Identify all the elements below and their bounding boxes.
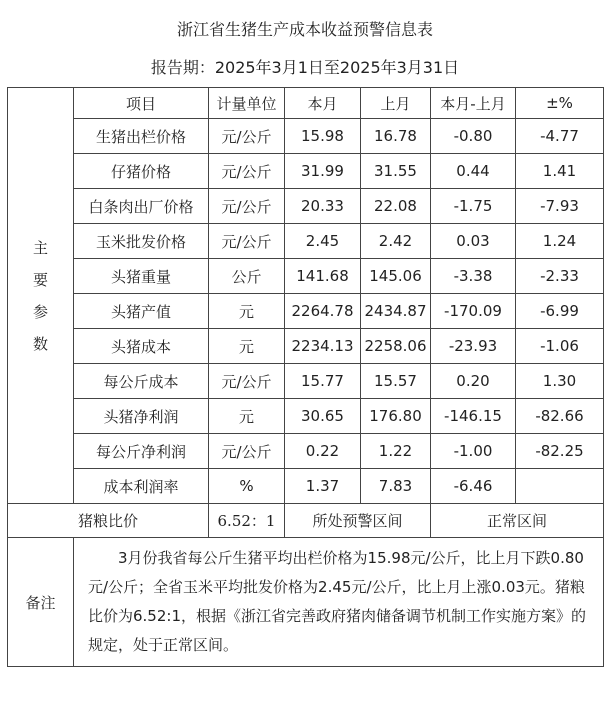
- table-row: [8, 434, 604, 469]
- row-unit: 元/公斤: [209, 434, 285, 469]
- category-char: 数: [32, 334, 48, 353]
- note-row: [8, 538, 604, 667]
- row-item: 玉米批发价格: [74, 224, 209, 259]
- row-current: 15.77: [285, 364, 361, 399]
- row-item: 成本利润率: [74, 469, 209, 504]
- header-row: [8, 88, 604, 119]
- row-previous: 1.22: [361, 434, 431, 469]
- table-body: [8, 88, 604, 667]
- row-item: 仔猪价格: [74, 154, 209, 189]
- row-current: 31.99: [285, 154, 361, 189]
- header-current: 本月: [285, 88, 361, 119]
- ratio-value: 6.52：1: [209, 504, 285, 538]
- row-unit: %: [209, 469, 285, 504]
- row-unit: 元: [209, 399, 285, 434]
- row-pct: 1.41: [516, 154, 604, 189]
- row-diff: -3.38: [431, 259, 516, 294]
- row-current: 2.45: [285, 224, 361, 259]
- row-current: 15.98: [285, 119, 361, 154]
- row-unit: 公斤: [209, 259, 285, 294]
- row-unit: 元/公斤: [209, 224, 285, 259]
- row-item: 头猪成本: [74, 329, 209, 364]
- row-pct: -7.93: [516, 189, 604, 224]
- row-item: 每公斤净利润: [74, 434, 209, 469]
- row-previous: 2434.87: [361, 294, 431, 329]
- row-diff: -170.09: [431, 294, 516, 329]
- row-pct: -6.99: [516, 294, 604, 329]
- table-row: [8, 119, 604, 154]
- row-item: 头猪净利润: [74, 399, 209, 434]
- row-current: 2234.13: [285, 329, 361, 364]
- row-previous: 22.08: [361, 189, 431, 224]
- row-pct: -1.06: [516, 329, 604, 364]
- row-previous: 7.83: [361, 469, 431, 504]
- row-diff: -0.80: [431, 119, 516, 154]
- table-row: [8, 329, 604, 364]
- row-unit: 元/公斤: [209, 189, 285, 224]
- row-unit: 元/公斤: [209, 119, 285, 154]
- table-row: [8, 189, 604, 224]
- row-pct: -82.66: [516, 399, 604, 434]
- note-label: 备注: [8, 538, 74, 667]
- header-item: 项目: [74, 88, 209, 119]
- row-previous: 15.57: [361, 364, 431, 399]
- row-current: 30.65: [285, 399, 361, 434]
- row-unit: 元/公斤: [209, 364, 285, 399]
- row-item: 生猪出栏价格: [74, 119, 209, 154]
- row-pct: -4.77: [516, 119, 604, 154]
- ratio-label: 猪粮比价: [8, 504, 209, 538]
- row-diff: -6.46: [431, 469, 516, 504]
- row-previous: 176.80: [361, 399, 431, 434]
- table-row: [8, 364, 604, 399]
- ratio-row: [8, 504, 604, 538]
- zone-value: 正常区间: [431, 504, 604, 538]
- page-title: 浙江省生猪生产成本收益预警信息表: [176, 20, 433, 39]
- category-char: 要: [32, 270, 48, 289]
- row-current: 1.37: [285, 469, 361, 504]
- header-diff: 本月-上月: [431, 88, 516, 119]
- row-pct: -2.33: [516, 259, 604, 294]
- zone-label: 所处预警区间: [285, 504, 431, 538]
- row-current: 0.22: [285, 434, 361, 469]
- row-item: 头猪重量: [74, 259, 209, 294]
- row-unit: 元/公斤: [209, 154, 285, 189]
- table-row: [8, 399, 604, 434]
- row-current: 141.68: [285, 259, 361, 294]
- row-current: 20.33: [285, 189, 361, 224]
- note-text: 3月份我省每公斤生猪平均出栏价格为15.98元/公斤，比上月下跌0.80元/公斤；全省玉米平均批发价格为2.45元/公斤，比上月上涨0.03元。猪粮比价为6.52:1，根据《浙江省完善政府猪肉储备调节机制工作实施方案》的规定，处于正常区间。: [88, 549, 586, 654]
- row-previous: 145.06: [361, 259, 431, 294]
- row-diff: 0.44: [431, 154, 516, 189]
- table-row: [8, 224, 604, 259]
- row-unit: 元: [209, 329, 285, 364]
- table-row: [8, 154, 604, 189]
- row-diff: 0.03: [431, 224, 516, 259]
- row-diff: 0.20: [431, 364, 516, 399]
- header-unit: 计量单位: [209, 88, 285, 119]
- table-row: [8, 294, 604, 329]
- category-char: 主: [32, 238, 48, 257]
- row-unit: 元: [209, 294, 285, 329]
- row-pct: [516, 469, 604, 504]
- table-row: [8, 259, 604, 294]
- row-diff: -146.15: [431, 399, 516, 434]
- category-cell: [8, 88, 74, 504]
- header-pct: ±%: [516, 88, 604, 119]
- warning-table: [7, 87, 604, 667]
- row-item: 头猪产值: [74, 294, 209, 329]
- row-previous: 31.55: [361, 154, 431, 189]
- row-diff: -23.93: [431, 329, 516, 364]
- row-item: 白条肉出厂价格: [74, 189, 209, 224]
- row-previous: 2258.06: [361, 329, 431, 364]
- row-item: 每公斤成本: [74, 364, 209, 399]
- note-cell: [74, 538, 604, 667]
- category-char: 参: [32, 302, 48, 321]
- report-period: 报告期：2025年3月1日至2025年3月31日: [150, 58, 460, 77]
- row-pct: -82.25: [516, 434, 604, 469]
- table-row: [8, 469, 604, 504]
- row-pct: 1.24: [516, 224, 604, 259]
- row-diff: -1.75: [431, 189, 516, 224]
- row-pct: 1.30: [516, 364, 604, 399]
- header-previous: 上月: [361, 88, 431, 119]
- row-previous: 16.78: [361, 119, 431, 154]
- row-diff: -1.00: [431, 434, 516, 469]
- row-previous: 2.42: [361, 224, 431, 259]
- row-current: 2264.78: [285, 294, 361, 329]
